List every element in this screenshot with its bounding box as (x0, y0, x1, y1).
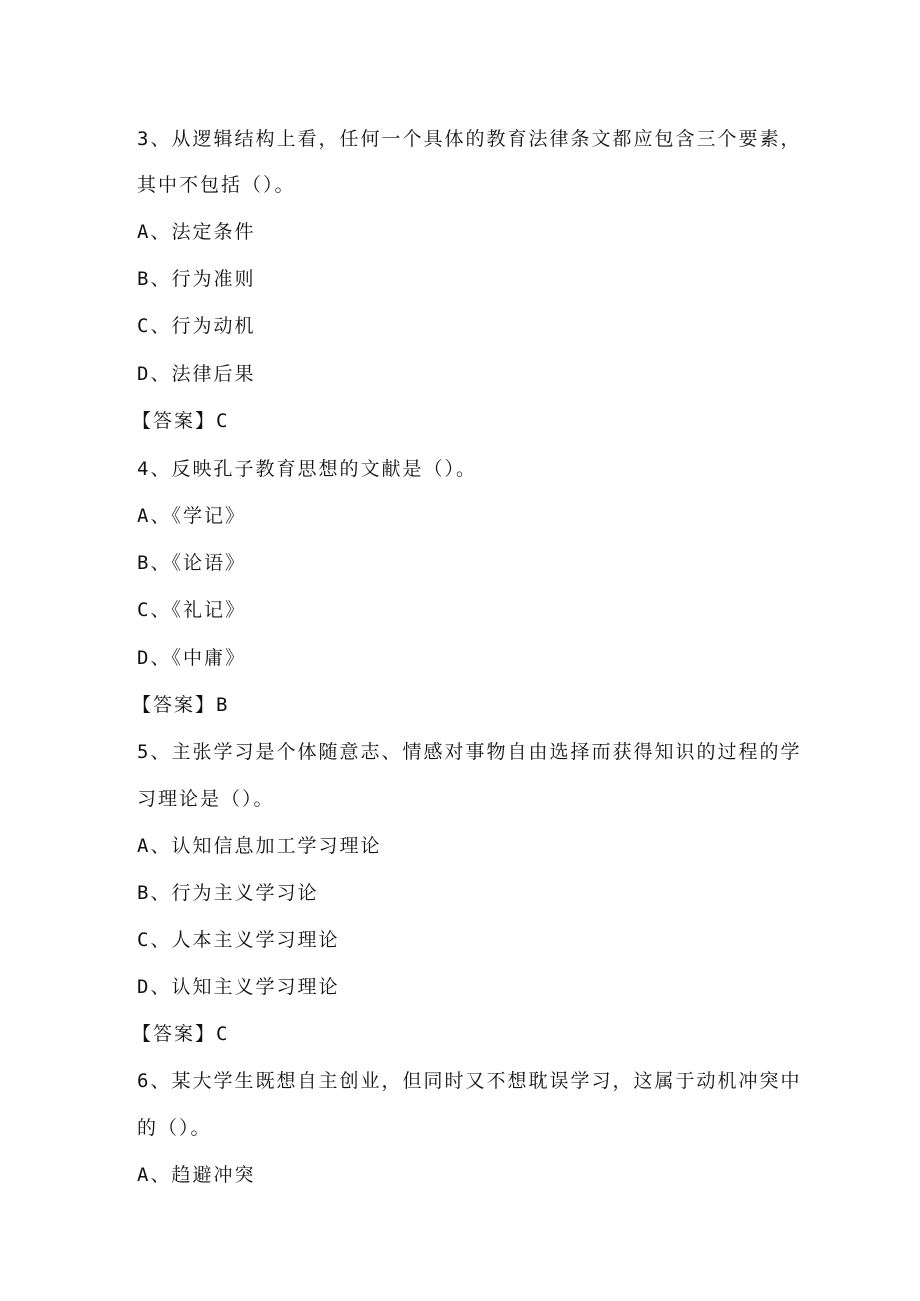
question-3-stem-line-2: 其中不包括（）。 (137, 174, 296, 196)
question-6-stem-line-1: 6、某大学生既想自主创业，但同时又不想耽误学习，这属于动机冲突中 (137, 1070, 802, 1092)
question-4-option-d: D、《中庸》 (137, 647, 246, 669)
question-4-option-b: B、《论语》 (137, 552, 246, 574)
question-5-option-a: A、认知信息加工学习理论 (137, 835, 382, 857)
question-6-option-a: A、趋避冲突 (137, 1164, 256, 1186)
question-4-answer: 【答案】B (132, 694, 230, 716)
question-4-option-a: A、《学记》 (137, 505, 246, 527)
question-5-option-b: B、行为主义学习论 (137, 882, 319, 904)
question-5-answer: 【答案】C (132, 1023, 230, 1045)
question-3-stem-line-1: 3、从逻辑结构上看，任何一个具体的教育法律条文都应包含三个要素， (137, 128, 802, 150)
question-5-stem-line-2: 习理论是（）。 (137, 788, 275, 810)
question-3-option-c: C、行为动机 (137, 315, 256, 337)
question-5-stem-line-1: 5、主张学习是个体随意志、情感对事物自由选择而获得知识的过程的学 (137, 741, 802, 763)
question-5-option-c: C、人本主义学习理论 (137, 929, 340, 951)
question-4-stem-line-1: 4、反映孔子教育思想的文献是（）。 (137, 458, 477, 480)
question-5-option-d: D、认知主义学习理论 (137, 976, 340, 998)
question-4-option-c: C、《礼记》 (137, 599, 246, 621)
question-3-answer: 【答案】C (132, 410, 230, 432)
question-3-option-b: B、行为准则 (137, 268, 256, 290)
question-3-option-d: D、法律后果 (137, 363, 256, 385)
question-6-stem-line-2: 的（）。 (137, 1117, 212, 1139)
question-3-option-a: A、法定条件 (137, 221, 256, 243)
